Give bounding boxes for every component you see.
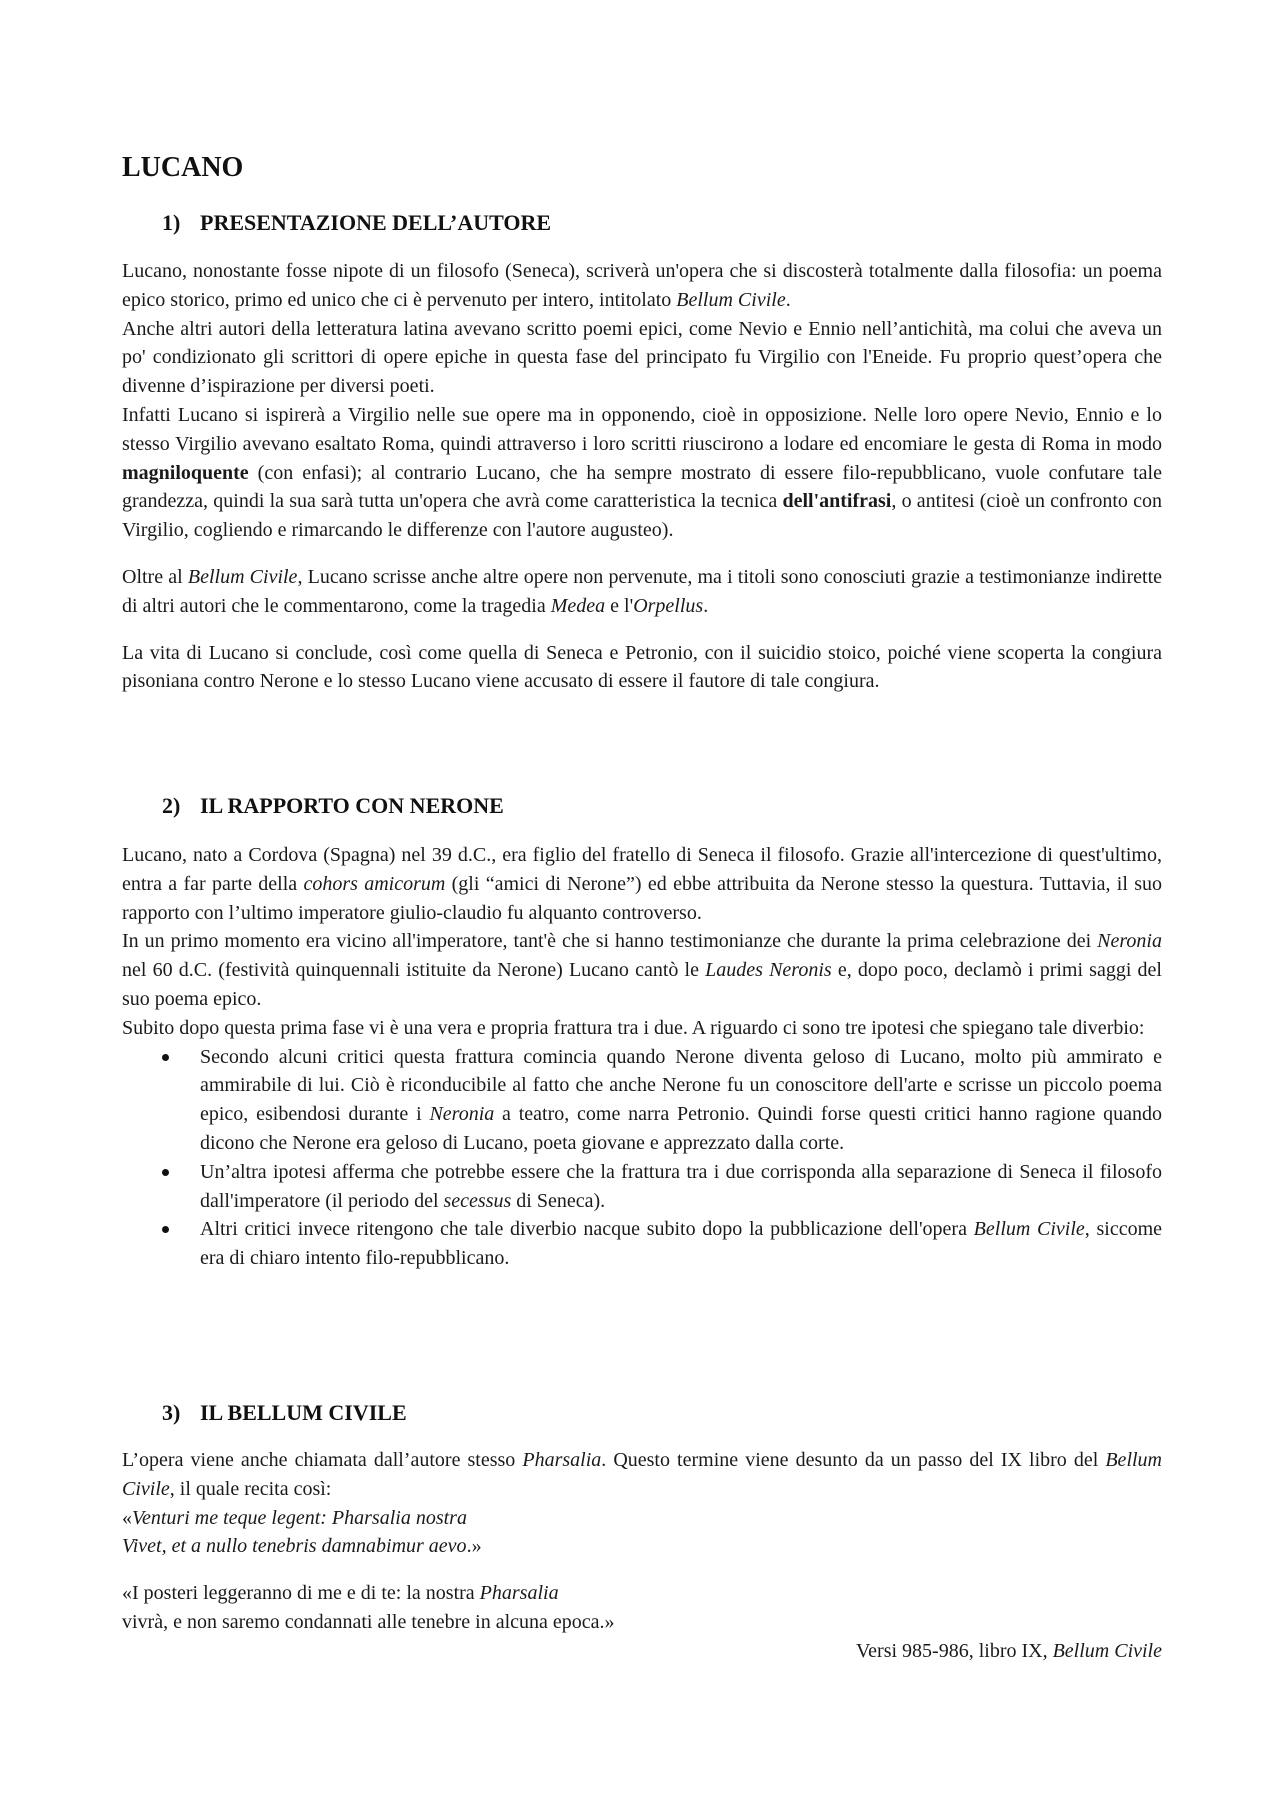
paragraph: Oltre al Bellum Civile, Lucano scrisse anche altre opere non pervenute, ma i titoli sono conosciuti grazie a testimonianze indirette di altri autori che le commentarono, come la tragedia Medea e l'Orpellus. xyxy=(122,565,1162,617)
latin-quote: «Venturi me teque legent: Pharsalia nostra Vivet, et a nullo tenebris damnabimur aevo.» xyxy=(122,1506,482,1558)
paragraph: Lucano, nato a Cordova (Spagna) nel 39 d.C., era figlio del fratello di Seneca il filosofo. Grazie all'intercezione di quest'ultimo, entra a far parte della cohors amicorum (gli “amici di Nerone”) ed ebbe attribuita da Nerone stesso la questura. Tuttavia, il suo rapporto con l’ultimo imperatore giulio-claudio fu alquanto controverso. xyxy=(122,844,1163,924)
section-heading-3 xyxy=(162,1398,407,1428)
paragraph: Anche altri autori della letteratura latina avevano scritto poemi epici, come Nevio e Ennio nell’antichità, ma colui che aveva un po' condizionato gli scrittori di opere epiche in questa fase del principato fu Virgilio con l'Eneide. Fu proprio quest’opera che divenne d’ispirazione per diversi poeti. xyxy=(122,317,1162,398)
section-1-body xyxy=(122,257,1162,696)
section-title: PRESENTAZIONE DELL’AUTORE xyxy=(200,210,552,235)
paragraph: Lucano, nonostante fosse nipote di un filosofo (Seneca), scriverà un'opera che si discosterà totalmente dalla filosofia: un poema epico storico, primo ed unico che ci è pervenuto per intero, intitolato Bellum Civile. xyxy=(122,260,1162,311)
paragraph: Infatti Lucano si ispirerà a Virgilio nelle sue opere ma in opponendo, cioè in opposizione. Nelle loro opere Nevio, Ennio e lo stesso Virgilio avevano esaltato Roma, quindi attraverso i loro scritti riuscirono a lodare ed encomiare le gesta di Roma in modo magniloquente (con enfasi); al contrario Lucano, che ha sempre mostrato di essere filo-repubblicano, vuole confutare tale grandezza, quindi la sua sarà tutta un'opera che avrà come caratteristica la tecnica dell'antifrasi, o antitesi (cioè un confronto con Virgilio, cogliendo e rimarcando le differenze con l'autore augusteo). xyxy=(122,403,1162,542)
paragraph: In un primo momento era vicino all'imperatore, tant'è che si hanno testimonianze che durante la prima celebrazione dei Neronia nel 60 d.C. (festività quinquennali istituite da Nerone) Lucano cantò le Laudes Neronis e, dopo poco, declamò i primi saggi del suo poema epico. xyxy=(122,930,1162,1010)
document-title: LUCANO xyxy=(122,152,244,183)
list-item: Altri critici invece ritengono che tale diverbio nacque subito dopo la pubblicazione dell'opera Bellum Civile, siccome era di chiaro intento filo-repubblicano. xyxy=(122,1215,1162,1273)
bold-term: magniloquente xyxy=(122,461,249,484)
paragraph: Subito dopo questa prima fase vi è una vera e propria frattura tra i due. A riguardo ci sono tre ipotesi che spiegano tale diverbio: xyxy=(122,1016,1145,1039)
bullet-icon xyxy=(162,1226,169,1233)
paragraph: L’opera viene anche chiamata dall’autore stesso Pharsalia. Questo termine viene desunto da un passo del IX libro del Bellum Civile, il quale recita così: xyxy=(122,1449,1162,1500)
section-title: IL BELLUM CIVILE xyxy=(200,1400,407,1425)
translation-quote: «I posteri leggeranno di me e di te: la nostra Pharsalia vivrà, e non saremo condannati alle tenebre in alcuna epoca.» xyxy=(122,1582,615,1633)
section-number: 3) xyxy=(162,1400,181,1425)
section-number: 2) xyxy=(162,793,181,818)
list-item: Un’altra ipotesi afferma che potrebbe essere che la frattura tra i due corrisponda alla separazione di Seneca il filosofo dall'imperatore (il periodo del secessus di Seneca). xyxy=(122,1158,1162,1216)
hypotheses-list xyxy=(122,1043,1162,1273)
quote-citation: Versi 985-986, libro IX, Bellum Civile xyxy=(855,1639,1162,1662)
section-title: IL RAPPORTO CON NERONE xyxy=(200,793,504,818)
section-heading-1 xyxy=(162,208,551,238)
section-3-body xyxy=(122,1446,1162,1666)
section-number: 1) xyxy=(162,210,181,235)
bullet-icon xyxy=(162,1169,169,1176)
bullet-icon xyxy=(162,1054,169,1061)
section-2-body xyxy=(122,841,1162,1273)
section-heading-2 xyxy=(162,791,504,821)
list-item: Secondo alcuni critici questa frattura comincia quando Nerone diventa geloso di Lucano, molto più ammirato e ammirabile di lui. Ciò è riconducibile al fatto che anche Nerone fu un conoscitore dell'arte e scrisse un piccolo poema epico, esibendosi durante i Neronia a teatro, come narra Petronio. Quindi forse questi critici hanno ragione quando dicono che Nerone era geloso di Lucano, poeta giovane e apprezzato dalla corte. xyxy=(122,1043,1162,1158)
paragraph: La vita di Lucano si conclude, così come quella di Seneca e Petronio, con il suicidio stoico, poiché viene scoperta la congiura pisoniana contro Nerone e lo stesso Lucano viene accusato di essere il fautore di tale congiura. xyxy=(122,641,1162,693)
bold-term: dell'antifrasi xyxy=(782,490,892,513)
